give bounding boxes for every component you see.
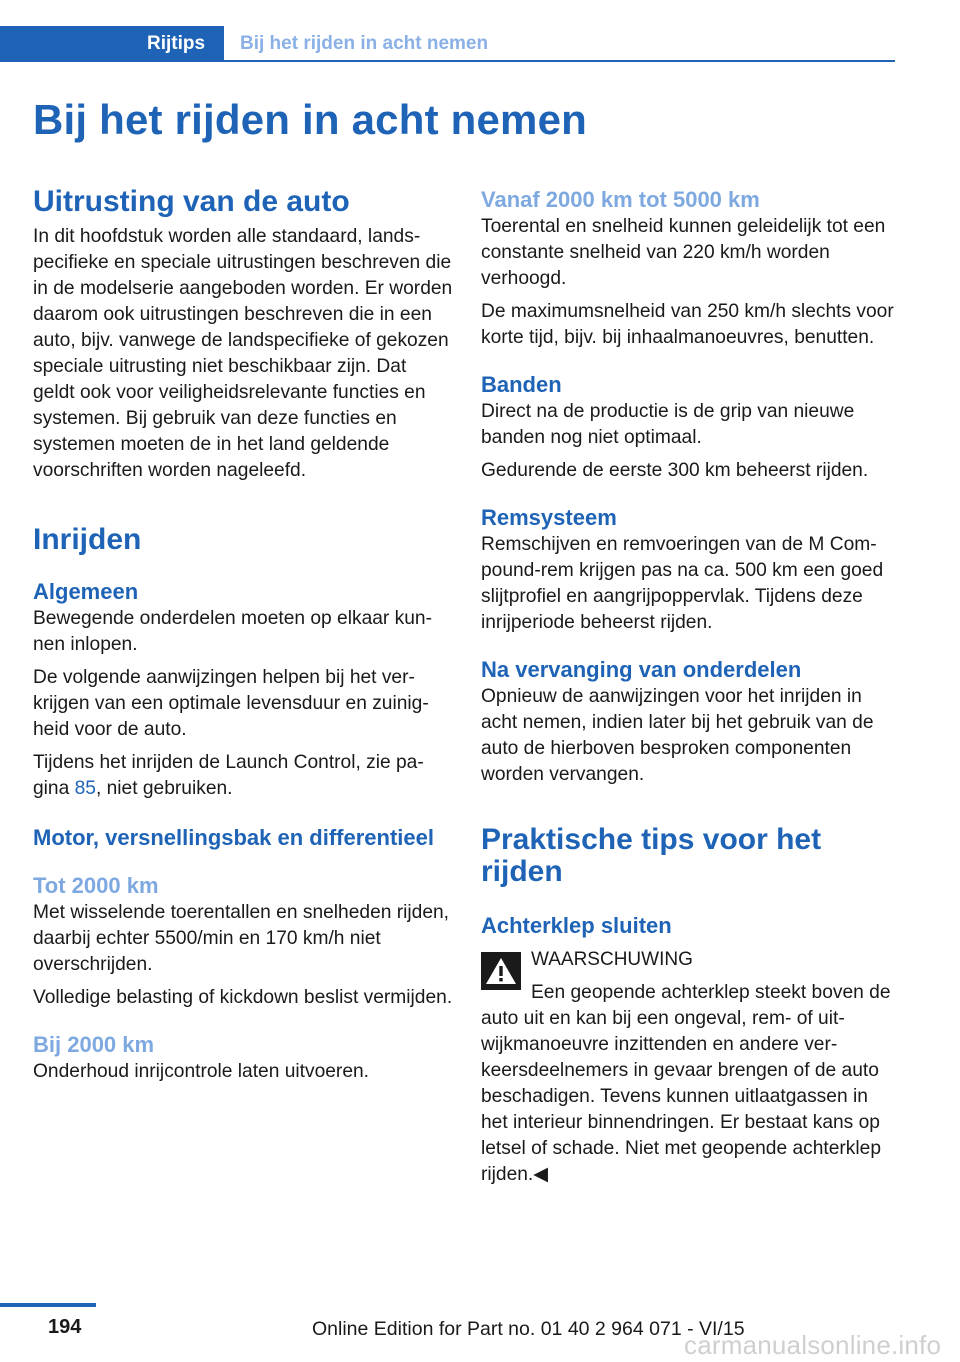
footer-rule [0, 1303, 96, 1307]
heading-algemeen: Algemeen [33, 579, 139, 604]
heading-motor: Motor, versnellingsbak en differentieel [33, 825, 434, 850]
paragraph-bij-2000: Onderhoud inrijcontrole laten uitvoeren. [33, 1061, 369, 1082]
page-link-85[interactable]: 85 [74, 778, 96, 799]
warning-text: Een geopende achterklep steekt boven de auto uit en kan bij een ongeval, rem- of uitwijkmanoeuvre inzittenden en andere verkeersdeelnemers in gevaar brengen of de auto beschadigen. Tevens kunnen uitlaatgassen in het interieur binnendringen. Er bestaat kans op letsel of schade. Niet met geopende achterklep rijden.◀ [481, 982, 891, 1185]
paragraph-algemeen-1: Bewegende onderdelen moeten op elkaar kunnen inlopen. [33, 608, 432, 655]
paragraph-vanaf-1: Toerental en snelheid kunnen geleidelijk tot een constante snelheid van 220 km/h worden verhoogd. [481, 216, 886, 289]
heading-tot-2000: Tot 2000 km [33, 873, 159, 898]
warning-title: WAARSCHUWING [531, 949, 693, 970]
header-rule [0, 60, 895, 62]
heading-na-vervanging: Na vervanging van onderdelen [481, 657, 802, 682]
footer-edition: Online Edition for Part no. 01 40 2 964 071 - VI/15 [312, 1318, 745, 1340]
paragraph-algemeen-3 [33, 750, 453, 802]
warning-triangle-icon [481, 952, 521, 990]
paragraph-na-vervanging: Opnieuw de aanwijzingen voor het inrijden in acht nemen, indien later bij het gebruik van de auto de hierboven besproken componenten worden vervangen. [481, 686, 874, 785]
right-column [481, 186, 899, 1195]
paragraph-uitrusting: In dit hoofdstuk worden alle standaard, landspecifieke en speciale uitrustingen beschreven die in de modelserie aangeboden worden. Er worden daarom ook uitrustingen beschreven die in een auto, bijv. vanwege de landspecifieke of gekozen speciale uitrusting niet beschikbaar zijn. Dat geldt ook voor veiligheidsrelevante functies en systemen. Bij gebruik van deze functies en systemen moeten de in het land geldende voorschriften worden nageleefd. [33, 226, 453, 481]
section-tab[interactable]: Rijtips [128, 26, 224, 62]
left-column [33, 186, 453, 1092]
paragraph-banden-1: Direct na de productie is de grip van nieuwe banden nog niet optimaal. [481, 401, 855, 448]
watermark: carmanualsonline.info [684, 1330, 942, 1360]
heading-praktische-tips: Praktische tips voor het rijden [481, 823, 822, 888]
paragraph-tot-2000-2: Volledige belasting of kickdown beslist vermijden. [33, 987, 453, 1008]
header-accent-block [0, 26, 128, 62]
heading-remsysteem: Remsysteem [481, 505, 617, 530]
page-title: Bij het rijden in acht nemen [33, 96, 588, 143]
heading-bij-2000: Bij 2000 km [33, 1032, 155, 1057]
heading-vanaf-2000: Vanaf 2000 km tot 5000 km [481, 187, 760, 212]
chapter-tab[interactable]: Bij het rijden in acht nemen [240, 33, 489, 54]
paragraph-remsysteem: Remschijven en remvoeringen van de M Compound-rem krijgen pas na ca. 500 km een goed slijtprofiel en aangrijpoppervlak. Tijdens deze inrijperiode beheerst rijden. [481, 534, 884, 633]
paragraph-vanaf-2: De maximumsnelheid van 250 km/h slechts voor korte tijd, bijv. bij inhaalmanoeuvres, benutten. [481, 301, 894, 348]
heading-achterklep: Achterklep sluiten [481, 913, 672, 938]
paragraph-algemeen-2: De volgende aanwijzingen helpen bij het verkrijgen van een optimale levensduur en zuinigheid voor de auto. [33, 667, 429, 740]
paragraph-tot-2000-1: Met wisselende toerentallen en snelheden rijden, daarbij echter 5500/min en 170 km/h niet overschrijden. [33, 902, 449, 975]
paragraph-banden-2: Gedurende de eerste 300 km beheerst rijden. [481, 460, 869, 481]
heading-uitrusting: Uitrusting van de auto [33, 185, 350, 218]
paragraph-algemeen-3-start: Tijdens het inrijden de Launch Control, zie pagina [33, 752, 424, 799]
warning-block [481, 948, 899, 1188]
heading-inrijden: Inrijden [33, 523, 142, 556]
paragraph-algemeen-3-end: , niet gebruiken. [95, 778, 233, 799]
page-number: 194 [48, 1316, 82, 1338]
heading-banden: Banden [481, 372, 562, 397]
running-header [0, 0, 895, 62]
